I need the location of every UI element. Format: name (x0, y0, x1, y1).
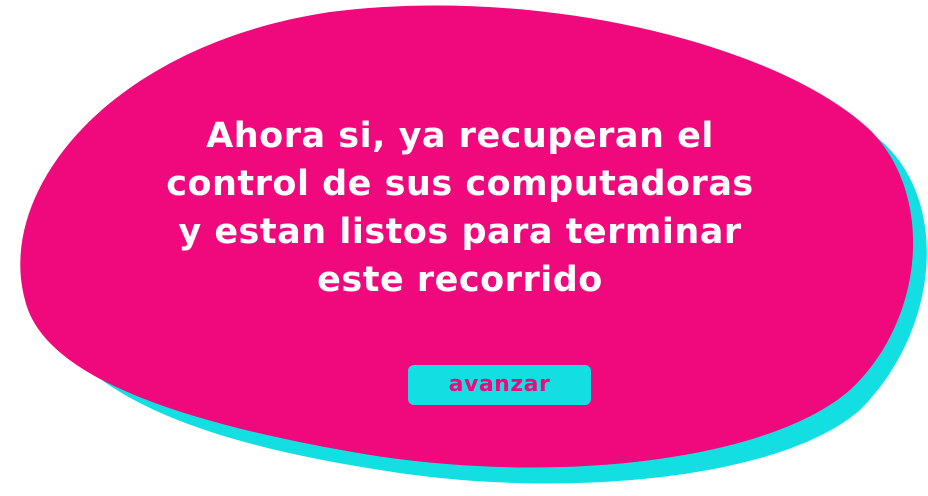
message-line-3: y estan listos para terminar (178, 212, 742, 252)
message-line-2: control de sus computadoras (166, 164, 754, 204)
advance-button[interactable]: avanzar (408, 365, 591, 405)
message-line-1: Ahora si, ya recuperan el (206, 116, 714, 156)
dialog-message (90, 112, 830, 304)
message-line-4: este recorrido (317, 260, 603, 300)
